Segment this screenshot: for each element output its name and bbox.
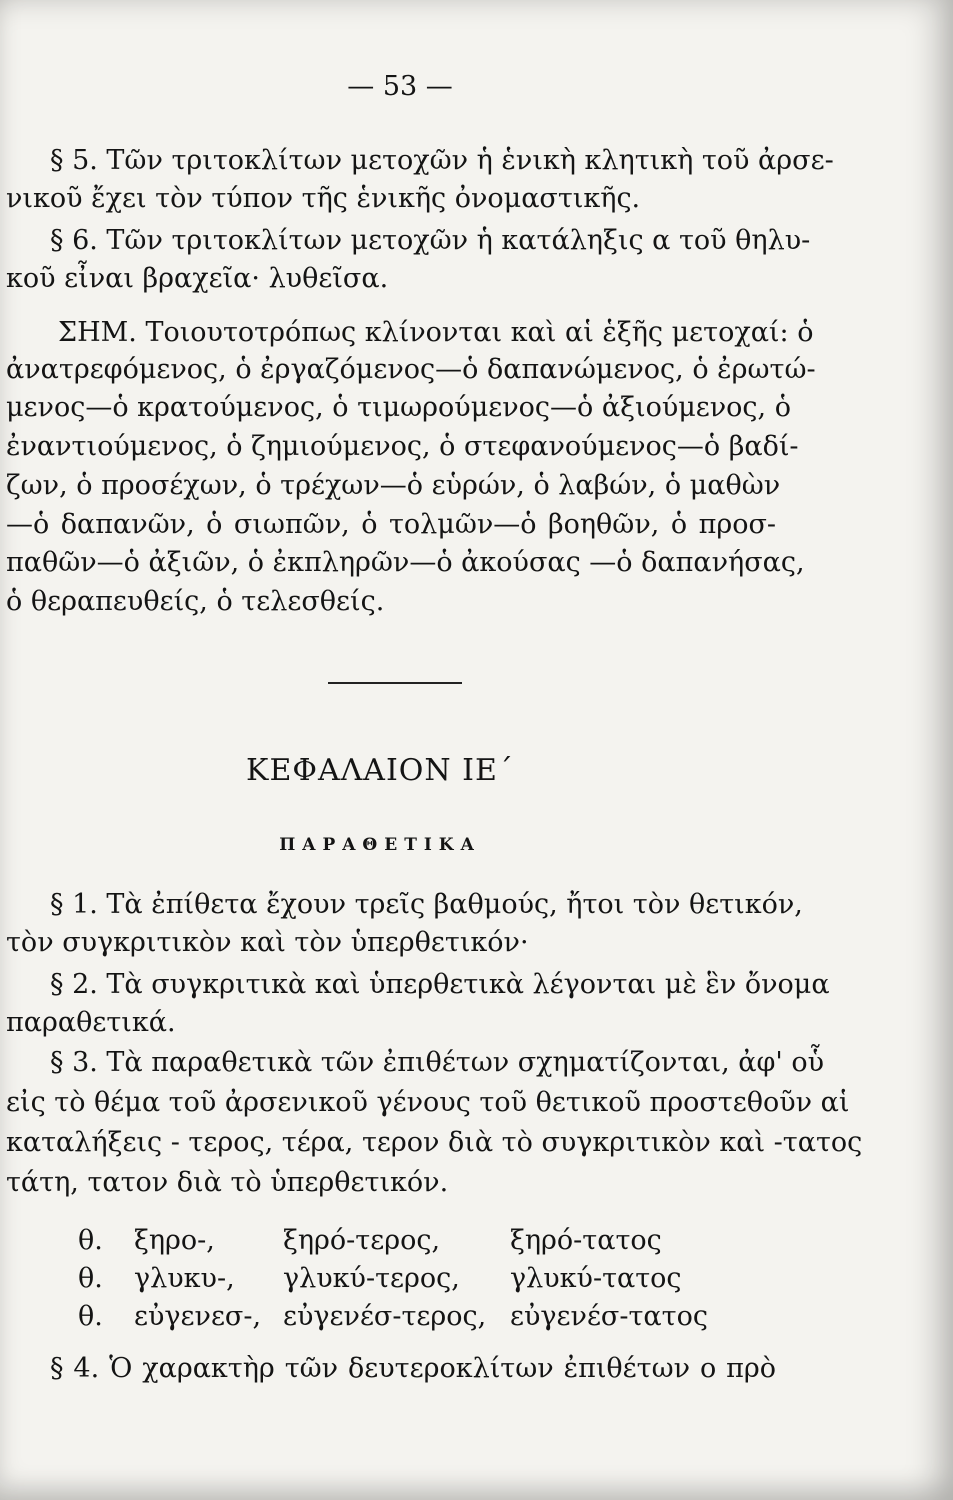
table-cell: ξηρο-,	[134, 1225, 215, 1256]
text-line: —ὁ δαπανῶν, ὁ σιωπῶν, ὁ τολμῶν—ὁ βοηθῶν, ὁ προσ-	[6, 509, 776, 540]
text-line: § 4. Ὁ χαρακτὴρ τῶν δευτεροκλίτων ἐπιθέτων ο πρὸ	[50, 1353, 776, 1384]
text-line: § 3. Τὰ παραθετικὰ τῶν ἐπιθέτων σχηματίζονται, ἀφ' οὗ	[50, 1047, 825, 1078]
text-line: ἐναντιούμενος, ὁ ζημιούμενος, ὁ στεφανούμενος—ὁ βαδί-	[6, 431, 799, 462]
text-line: § 6. Τῶν τριτοκλίτων μετοχῶν ἡ κατάληξις α τοῦ θηλυ-	[50, 225, 811, 256]
text-line: καταλήξεις - τερος, τέρα, τερον διὰ τὸ συγκριτικὸν καὶ -τατος	[6, 1127, 863, 1158]
text-line: ζων, ὁ προσέχων, ὁ τρέχων—ὁ εὑρών, ὁ λαβών, ὁ μαθὼν	[6, 470, 781, 501]
table-cell: θ.	[78, 1301, 103, 1332]
text-line: κοῦ εἶναι βραχεῖα· λυθεῖσα.	[6, 263, 389, 294]
table-cell: θ.	[78, 1225, 103, 1256]
text-line: παραθετικά.	[6, 1007, 176, 1038]
table-cell: γλυκύ-τατος	[510, 1263, 682, 1294]
table-cell: ξηρό-τατος	[510, 1225, 662, 1256]
page-number: — 53 —	[347, 71, 453, 102]
text-line: τὸν συγκριτικὸν καὶ τὸν ὑπερθετικόν·	[6, 927, 529, 958]
text-line: § 2. Τὰ συγκριτικὰ καὶ ὑπερθετικὰ λέγονται μὲ ἓν ὄνομα	[50, 969, 830, 1000]
section-divider	[328, 682, 462, 684]
text-line: § 5. Τῶν τριτοκλίτων μετοχῶν ἡ ἑνικὴ κλητικὴ τοῦ ἀρσε-	[50, 145, 834, 176]
text-line: ὁ θεραπευθείς, ὁ τελεσθείς.	[6, 586, 385, 617]
text-line: τάτη, τατον διὰ τὸ ὑπερθετικόν.	[6, 1167, 449, 1198]
table-cell: γλυκύ-τερος,	[283, 1263, 460, 1294]
chapter-subtitle: ΠΑΡΑΘΕΤΙΚΑ	[279, 835, 481, 855]
text-line: ἀνατρεφόμενος, ὁ ἐργαζόμενος—ὁ δαπανώμενος, ὁ ἐρωτώ-	[6, 354, 816, 385]
table-cell: ξηρό-τερος,	[283, 1225, 441, 1256]
table-cell: εὐγενέσ-τερος,	[283, 1301, 487, 1332]
text-line: εἰς τὸ θέμα τοῦ ἀρσενικοῦ γένους τοῦ θετικοῦ προστεθοῦν αἱ	[6, 1087, 850, 1118]
chapter-title: ΚΕΦΑΛΑΙΟΝ ΙΕ΄	[246, 753, 514, 788]
text-line: νικοῦ ἔχει τὸν τύπον τῆς ἑνικῆς ὀνομαστικῆς.	[6, 183, 641, 214]
table-cell: θ.	[78, 1263, 103, 1294]
table-cell: γλυκυ-,	[134, 1263, 235, 1294]
table-cell: εὐγενεσ-,	[134, 1301, 262, 1332]
text-line: § 1. Τὰ ἐπίθετα ἔχουν τρεῖς βαθμούς, ἤτοι τὸν θετικόν,	[50, 889, 803, 920]
text-line: ΣΗΜ. Τοιουτοτρόπως κλίνονται καὶ αἱ ἑξῆς μετοχαί: ὁ	[58, 317, 814, 348]
text-line: μενος—ὁ κρατούμενος, ὁ τιμωρούμενος—ὁ ἀξιούμενος, ὁ	[6, 392, 791, 423]
text-line: παθῶν—ὁ ἀξιῶν, ὁ ἐκπληρῶν—ὁ ἀκούσας —ὁ δαπανήσας,	[6, 547, 805, 578]
table-cell: εὐγενέσ-τατος	[510, 1301, 708, 1332]
